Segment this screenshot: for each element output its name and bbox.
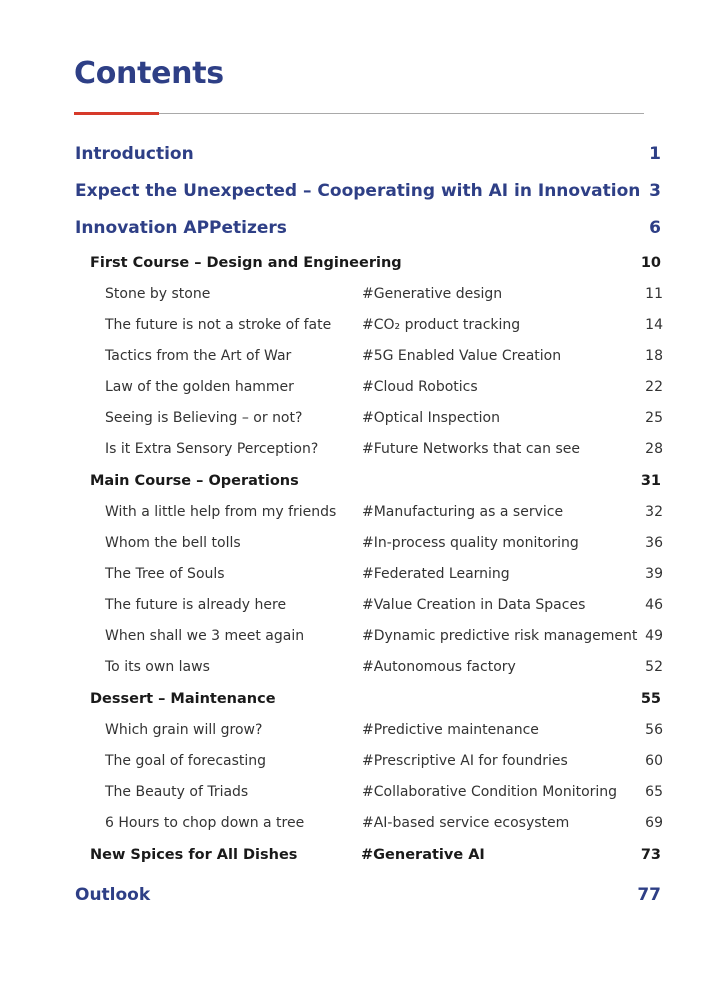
toc-entry-page-number: 6 [649,218,661,238]
toc-entry-page-number: 60 [645,753,663,769]
toc-entry-page-number: 32 [645,504,663,520]
toc-entry-tag: #5G Enabled Value Creation [362,348,562,364]
toc-entry-tag: #Dynamic predictive risk management [362,628,638,644]
toc-entry-page-number: 31 [640,473,661,489]
toc-entry-title: New Spices for All Dishes [90,847,298,863]
toc-entry-page-number: 36 [645,535,663,551]
toc-entry-tag: #Prescriptive AI for foundries [362,753,568,769]
toc-entry-page-number: 69 [645,815,663,831]
toc-entry-tag: #Collaborative Condition Monitoring [362,784,618,800]
toc-entry-title: The future is not a stroke of fate [105,317,332,333]
toc-entry-tag: #AI-based service ecosystem [362,815,570,831]
toc-entry-tag: #CO₂ product tracking [362,317,521,333]
toc-entry-tag: #Future Networks that can see [362,441,580,457]
toc-entry-page-number: 25 [645,410,663,426]
toc-entry-tag: #Optical Inspection [362,410,500,426]
toc-entry-title: First Course – Design and Engineering [90,255,402,271]
toc-entry-title: Innovation APPetizers [75,218,287,238]
toc-entry-tag: #Predictive maintenance [362,722,539,738]
toc-entry-page-number: 39 [645,566,663,582]
toc-entry-title: The goal of forecasting [105,753,267,769]
toc-entry-title: Expect the Unexpected – Cooperating with AI in Innovation [75,181,641,201]
toc-entry-page-number: 49 [645,628,663,644]
toc-entry-page-number: 14 [645,317,663,333]
toc-entry-page-number: 3 [649,181,661,201]
toc-entry-tag: #Manufacturing as a service [362,504,564,520]
toc-entry-title: Introduction [75,144,194,164]
toc-entry-title: With a little help from my friends [105,504,337,520]
toc-entry-title: When shall we 3 meet again [105,628,305,644]
toc-entry-title: Main Course – Operations [90,473,299,489]
toc-entry-page-number: 22 [645,379,663,395]
title-accent-rule [74,112,159,115]
toc-entry-tag: #Federated Learning [362,566,510,582]
toc-entry-page-number: 46 [645,597,663,613]
toc-entry-title: Stone by stone [105,286,211,302]
toc-entry-title: Which grain will grow? [105,722,263,738]
page-title: Contents [74,56,224,91]
toc-entry-tag: #Generative design [362,286,503,302]
toc-entry-title: Tactics from the Art of War [105,348,292,364]
toc-entry-title: The Tree of Souls [105,566,225,582]
title-divider [74,113,644,114]
toc-entry-tag: #Cloud Robotics [362,379,478,395]
toc-entry-tag: #Generative AI [361,847,485,863]
toc-entry-title: Outlook [75,885,151,905]
toc-entry-title: The Beauty of Triads [105,784,249,800]
toc-entry-page-number: 28 [645,441,663,457]
toc-entry-page-number: 65 [645,784,663,800]
toc-entry-title: Seeing is Believing – or not? [105,410,303,426]
toc-entry-title: Dessert – Maintenance [90,691,276,707]
toc-entry-page-number: 18 [645,348,663,364]
toc-entry-page-number: 1 [649,144,661,164]
toc-entry-title: Law of the golden hammer [105,379,294,395]
toc-entry-page-number: 56 [645,722,663,738]
toc-entry-title: 6 Hours to chop down a tree [105,815,305,831]
toc-entry-page-number: 73 [640,847,661,863]
toc-entry-tag: #In-process quality monitoring [362,535,579,551]
toc-entry-title: Is it Extra Sensory Perception? [105,441,319,457]
toc-entry-title: The future is already here [105,597,287,613]
toc-entry-page-number: 55 [640,691,661,707]
toc-entry-page-number: 77 [637,885,661,905]
toc-entry-page-number: 11 [645,286,663,302]
toc-entry-title: To its own laws [105,659,210,675]
toc-entry-tag: #Autonomous factory [362,659,516,675]
toc-entry-title: Whom the bell tolls [105,535,241,551]
toc-entry-tag: #Value Creation in Data Spaces [362,597,586,613]
toc-entry-page-number: 10 [640,255,661,271]
toc-entry-page-number: 52 [645,659,663,675]
